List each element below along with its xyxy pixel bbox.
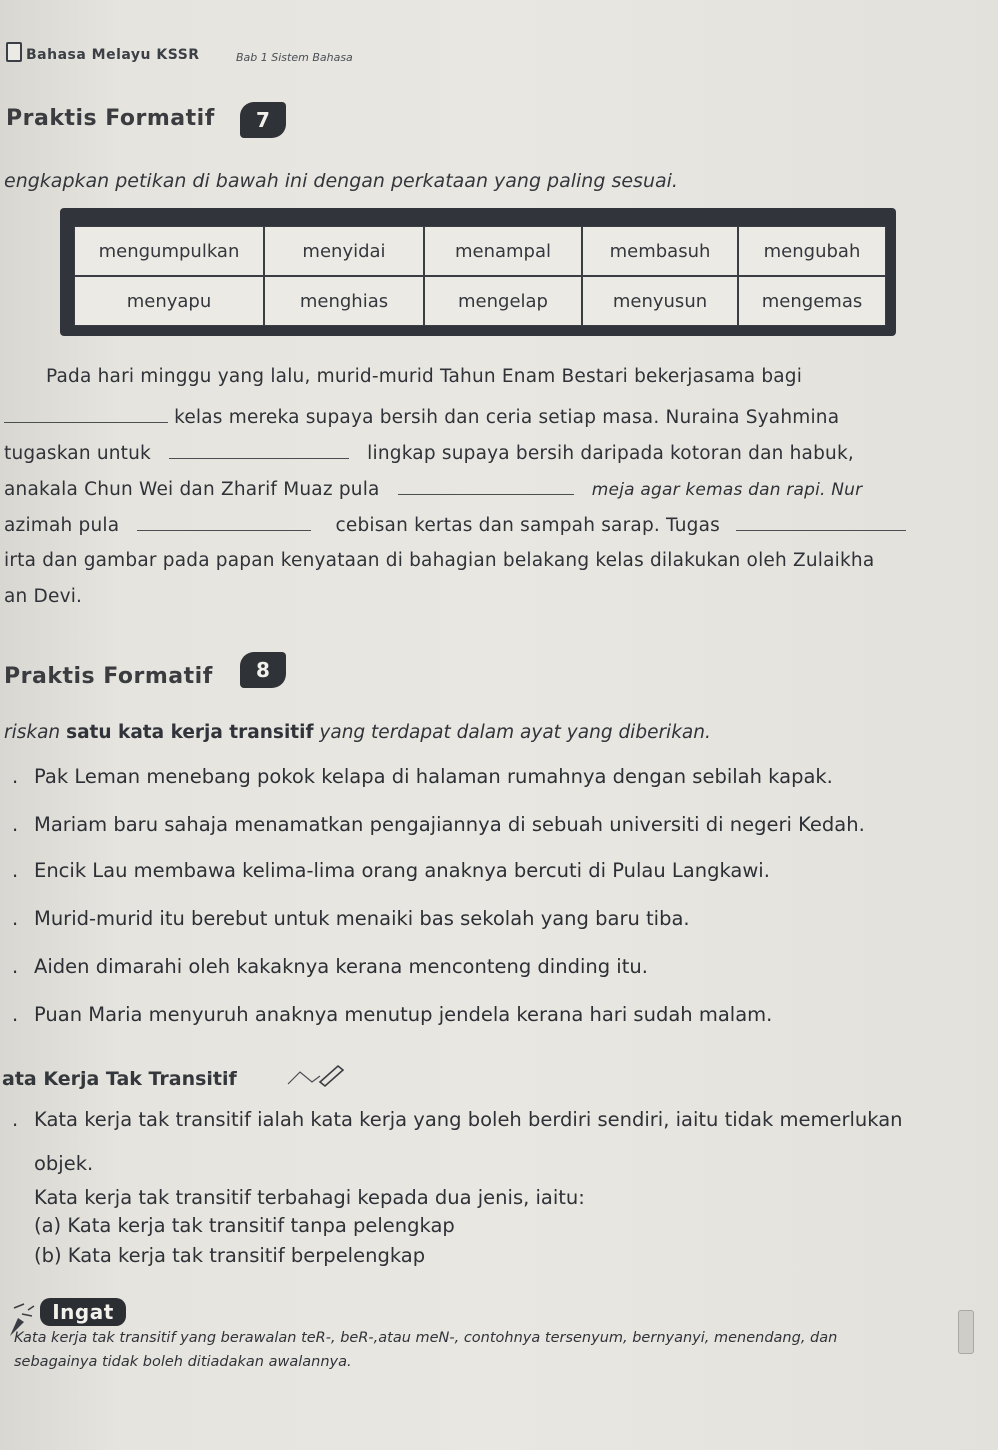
type-b: (b) Kata kerja tak transitif berpelengkap [34, 1244, 426, 1267]
passage-text: cebisan kertas dan sampah sarap. Tugas [335, 515, 720, 536]
word-cell: menampal [424, 226, 582, 276]
answer-blank[interactable] [169, 440, 349, 459]
word-cell: mengemas [738, 276, 886, 326]
instruction-text: yang terdapat dalam ayat yang diberikan. [319, 722, 711, 743]
passage-line [4, 404, 839, 428]
definition-line: objek. [34, 1152, 94, 1175]
praktis7-number: 7 [256, 108, 270, 132]
note-line: Kata kerja tak transitif yang berawalan teR-, beR-,atau meN-, contohnya tersenyum, bernyanyi, menendang, dan [14, 1330, 838, 1346]
passage-text: tugaskan untuk [4, 443, 151, 464]
passage-line [4, 440, 854, 464]
praktis8-number: 8 [256, 658, 270, 682]
exercise-item: . Pak Leman menebang pokok kelapa di halaman rumahnya dengan sebilah kapak. [12, 765, 833, 788]
word-cell: membasuh [582, 226, 738, 276]
item-text: Mariam baru sahaja menamatkan pengajiannya di sebuah universiti di negeri Kedah. [34, 813, 865, 836]
word-cell: menghias [264, 276, 424, 326]
type-a: (a) Kata kerja tak transitif tanpa pelengkap [34, 1214, 455, 1237]
note-line: sebagainya tidak boleh ditiadakan awalannya. [14, 1354, 352, 1370]
praktis8-instruction [4, 722, 711, 743]
exercise-item: . Puan Maria menyuruh anaknya menutup jendela kerana hari sudah malam. [12, 1003, 773, 1026]
passage-line: irta dan gambar pada papan kenyataan di bahagian belakang kelas dilakukan oleh Zulaikha [4, 550, 875, 571]
praktis8-number-badge [240, 652, 286, 688]
types-intro: Kata kerja tak transitif terbahagi kepada dua jenis, iaitu: [34, 1186, 585, 1209]
instruction-text: riskan [4, 722, 61, 743]
word-box [72, 224, 888, 328]
pencil-icon [286, 1062, 346, 1088]
praktis7-number-badge [240, 102, 286, 138]
item-text: Aiden dimarahi oleh kakaknya kerana menconteng dinding itu. [34, 955, 648, 978]
definition-line: . Kata kerja tak transitif ialah kata kerja yang boleh berdiri sendiri, iaitu tidak memerlukan [12, 1108, 903, 1131]
exercise-item: . Encik Lau membawa kelima-lima orang anaknya bercuti di Pulau Langkawi. [12, 859, 770, 882]
exercise-item: . Murid-murid itu berebut untuk menaiki bas sekolah yang baru tiba. [12, 907, 690, 930]
passage-line: Pada hari minggu yang lalu, murid-murid Tahun Enam Bestari bekerjasama bagi [46, 366, 803, 387]
answer-blank[interactable] [137, 512, 311, 531]
praktis7-title: Praktis Formatif [6, 106, 215, 131]
passage-text: kelas mereka supaya bersih dan ceria setiap masa. Nuraina Syahmina [174, 407, 840, 428]
ingat-label-box [40, 1298, 126, 1326]
chapter-title: Bab 1 Sistem Bahasa [236, 51, 353, 64]
passage-text: anakala Chun Wei dan Zharif Muaz pula [4, 479, 380, 500]
word-cell: menyapu [74, 276, 264, 326]
passage-line [4, 476, 862, 500]
word-cell: menyusun [582, 276, 738, 326]
word-cell: mengumpulkan [74, 226, 264, 276]
item-text: Pak Leman menebang pokok kelapa di halaman rumahnya dengan sebilah kapak. [34, 765, 833, 788]
word-cell: mengubah [738, 226, 886, 276]
passage-text: meja agar kemas dan rapi. Nur [591, 480, 863, 500]
praktis7-instruction: engkapkan petikan di bawah ini dengan perkataan yang paling sesuai. [4, 170, 678, 192]
item-text: Puan Maria menyuruh anaknya menutup jendela kerana hari sudah malam. [34, 1003, 773, 1026]
book-logo-icon [6, 42, 22, 62]
exercise-item: . Mariam baru sahaja menamatkan pengajiannya di sebuah universiti di negeri Kedah. [12, 813, 865, 836]
passage-line [4, 512, 906, 536]
ingat-label: Ingat [52, 1300, 114, 1324]
exercise-item: . Aiden dimarahi oleh kakaknya kerana menconteng dinding itu. [12, 955, 648, 978]
passage-text: lingkap supaya bersih daripada kotoran dan habuk, [367, 443, 854, 464]
item-text: Encik Lau membawa kelima-lima orang anaknya bercuti di Pulau Langkawi. [34, 859, 770, 882]
section-title: ata Kerja Tak Transitif [2, 1068, 237, 1090]
instruction-bold: satu kata kerja transitif [66, 722, 314, 743]
word-cell: mengelap [424, 276, 582, 326]
praktis8-title: Praktis Formatif [4, 664, 213, 689]
answer-blank[interactable] [4, 404, 168, 423]
page-tab-marker [958, 1310, 974, 1354]
answer-blank[interactable] [736, 512, 906, 531]
word-cell: menyidai [264, 226, 424, 276]
definition-text: Kata kerja tak transitif ialah kata kerja yang boleh berdiri sendiri, iaitu tidak memerlukan [34, 1108, 903, 1131]
passage-text: azimah pula [4, 515, 120, 536]
book-title: Bahasa Melayu KSSR [26, 47, 200, 63]
answer-blank[interactable] [398, 476, 574, 495]
item-text: Murid-murid itu berebut untuk menaiki bas sekolah yang baru tiba. [34, 907, 690, 930]
passage-line: an Devi. [4, 586, 83, 607]
